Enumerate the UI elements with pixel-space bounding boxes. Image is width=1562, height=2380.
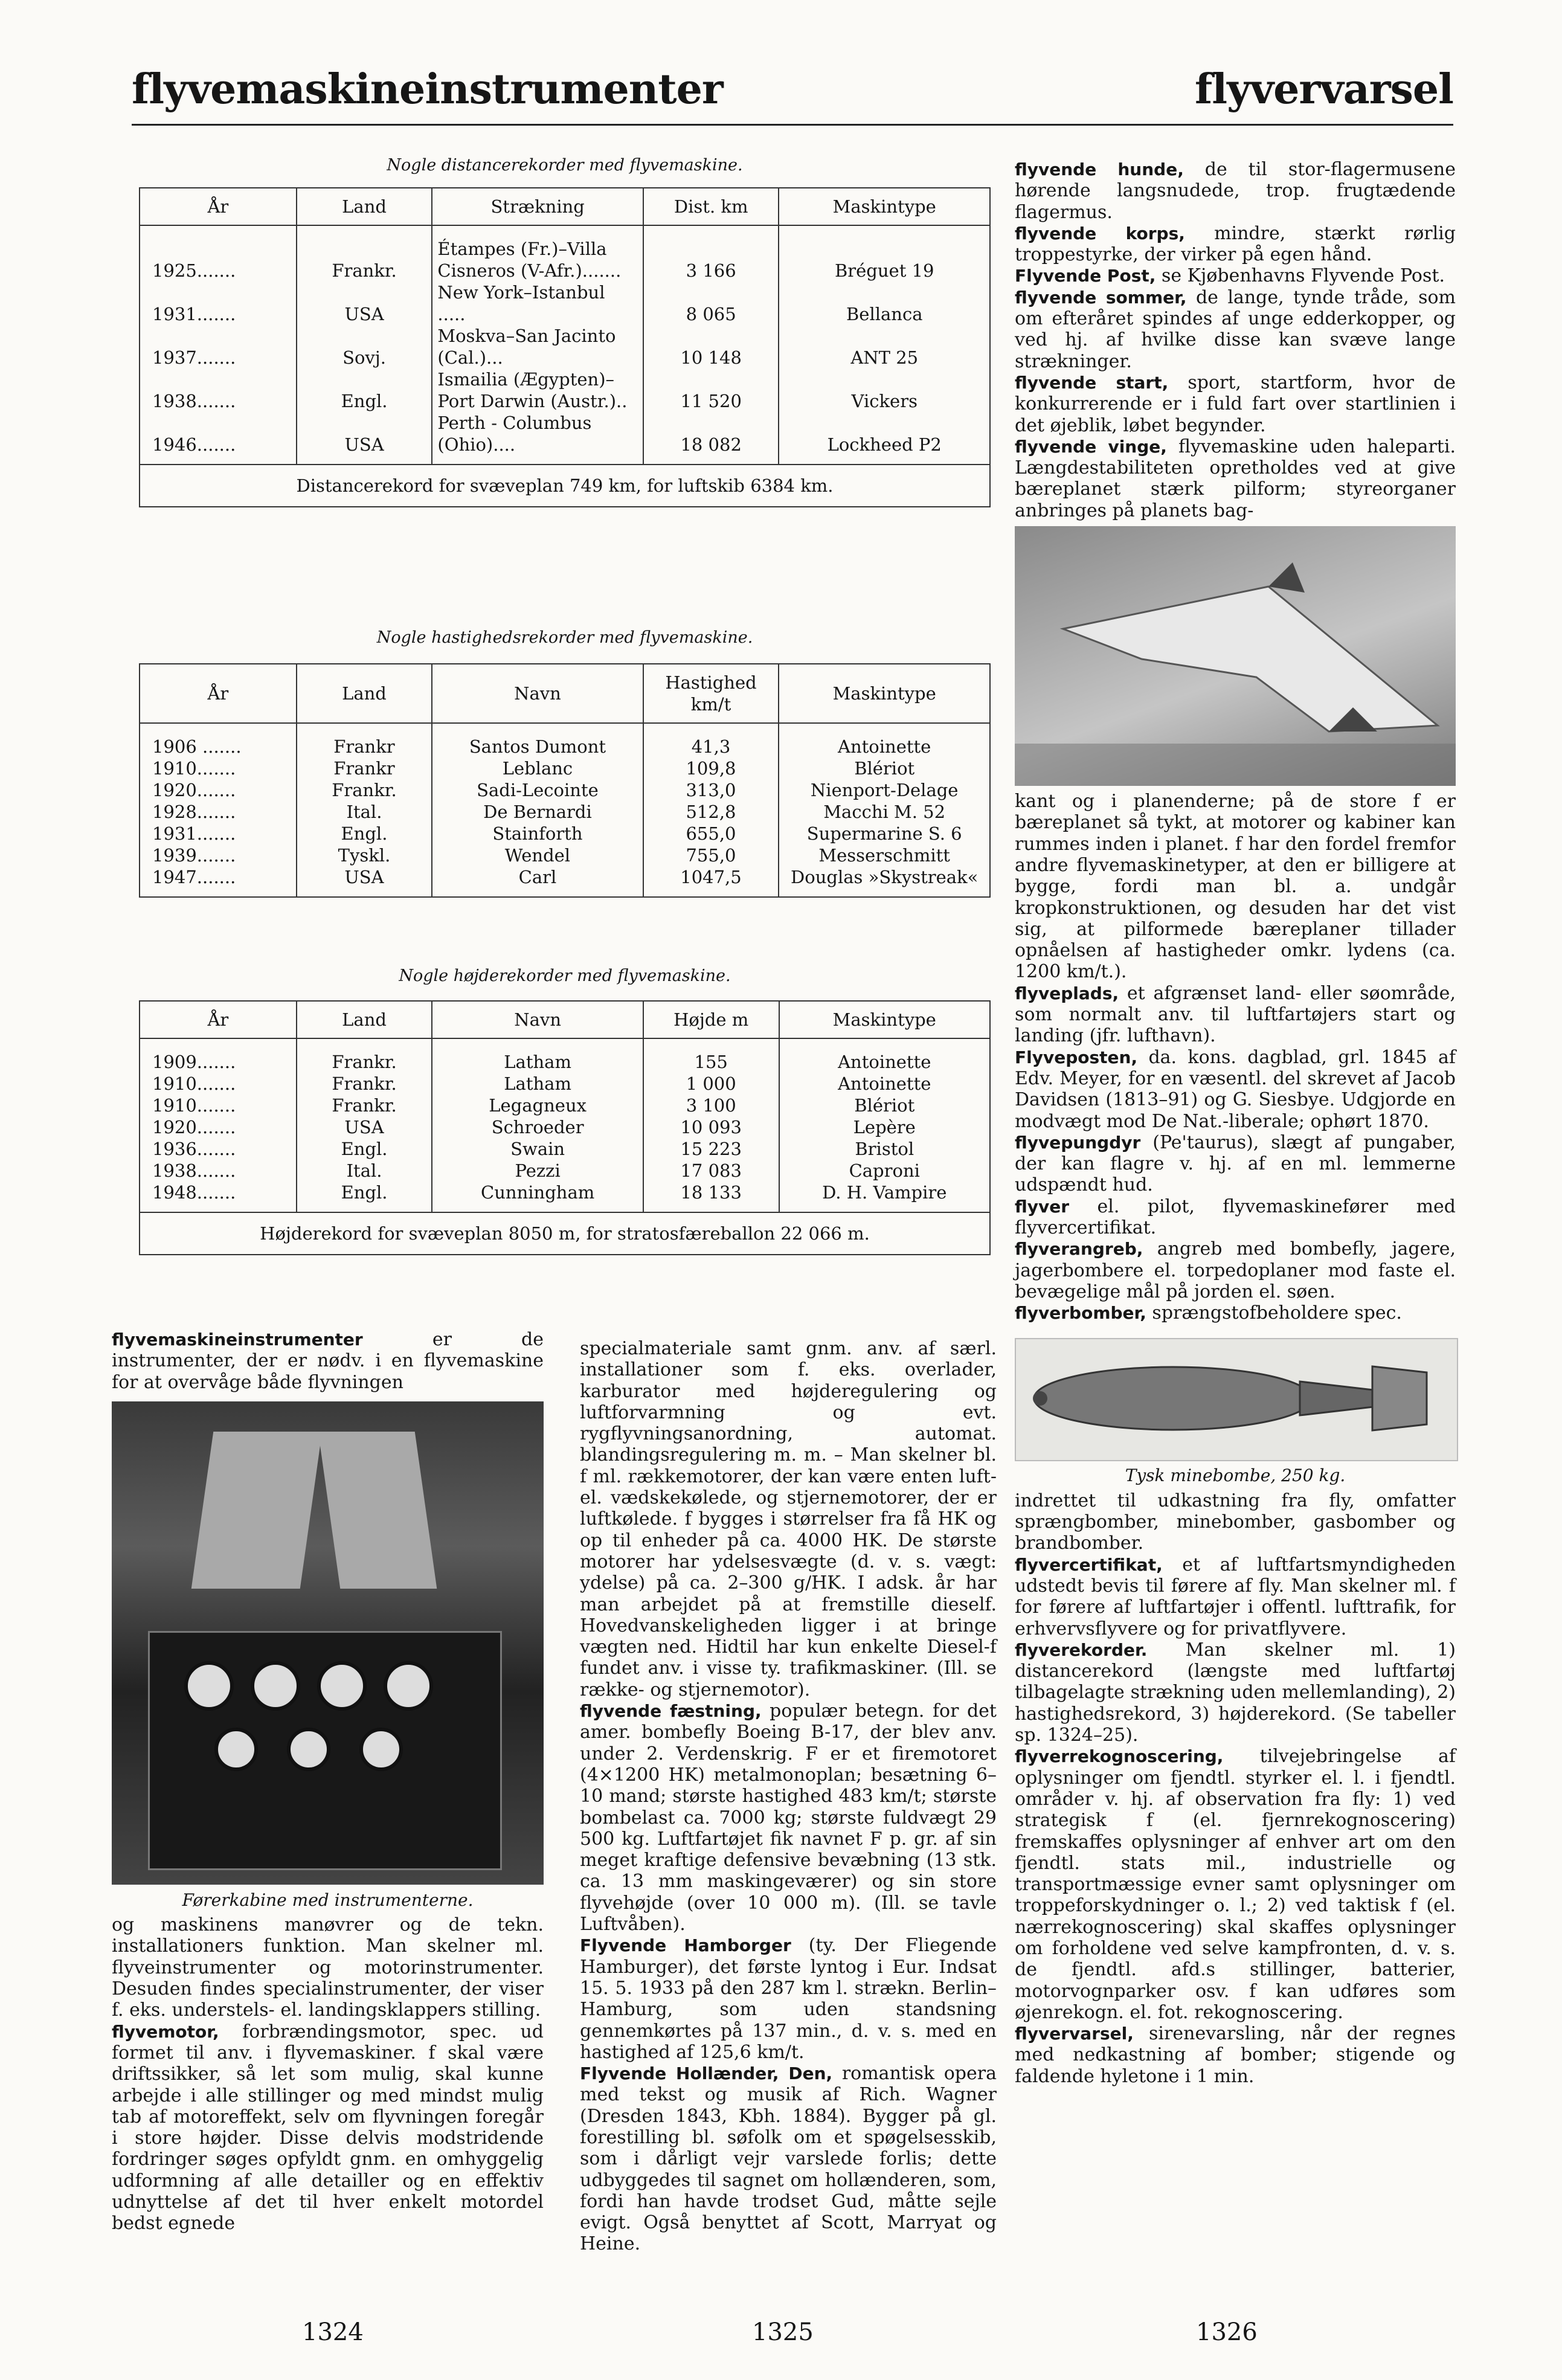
entry-flyvemaskineinstrumenter — [112, 1329, 544, 1393]
height-record-table — [139, 1000, 991, 1255]
country-cell: Frankr. — [297, 225, 432, 281]
distance-cell: 8 065 — [643, 281, 779, 325]
header-rule — [132, 124, 1453, 126]
route-cell: Perth - Columbus (Ohio).... — [432, 412, 643, 465]
aircraft-cell: Supermarine S. 6 — [779, 823, 990, 844]
entry-text: (Pe'taurus), slægt af pungaber, der kan flagre v. hj. af en ml. lemmerne udspændt hud. — [1015, 1131, 1456, 1196]
column-header: Højde m — [643, 1001, 779, 1038]
entry-flyverbomber — [1015, 1302, 1456, 1323]
pilot-cell: Carl — [432, 866, 643, 897]
entry-headword: flyverangreb, — [1015, 1239, 1143, 1259]
table-row — [140, 866, 990, 897]
pilot-cell: Wendel — [432, 844, 643, 866]
entry-headword: flyverrekognoscering, — [1015, 1746, 1224, 1767]
aircraft-cell: D. H. Vampire — [779, 1182, 991, 1212]
entry-text: forbrændingsmotor, spec. ud formet til anv. i flyvemaskiner. f skal være driftssikker, så let som mulig, skal kunne arbejde i alle stillinger og med mindst mulig tab af motoreffekt, selv om flyvningen foregår i store højder. Disse delvis modstridende fordringer søges opfyldt gnm. en omhyggelig udformning af alle detailler og en effektiv udnyttelse af det til hver enkelt motordel bedst egnede — [112, 2021, 544, 2234]
year-cell: 1938....... — [152, 391, 236, 411]
table-row — [140, 325, 990, 368]
speed-record-table — [139, 663, 991, 898]
column-header: Strækning — [432, 188, 643, 225]
height-cell: 155 — [643, 1038, 779, 1073]
bomb-icon — [1016, 1339, 1454, 1458]
table-row — [140, 368, 990, 412]
country-cell: USA — [297, 412, 432, 465]
gauge-dial — [184, 1661, 234, 1711]
aircraft-cell: Antoinette — [779, 723, 990, 757]
flying-wing-photo — [1015, 526, 1456, 786]
gauge-dial — [287, 1728, 330, 1771]
cockpit-window — [191, 1432, 323, 1589]
year-cell: 1931....... — [152, 823, 236, 844]
year-cell: 1910....... — [152, 1073, 236, 1094]
entry-text: romantisk opera med tekst og musik af Rich. Wagner (Dresden 1843, Kbh. 1884). Bygger på gl. forestilling bl. søfolk om et spøgelsesskib, som i dårligt vejr varslede forlis; dette udbyggedes til sagnet om hollænderen, som, fordi han havde trodset Gud, måtte sejle evigt. Også benyttet af Scott, Marryat og Heine. — [580, 2063, 997, 2255]
table-row — [140, 757, 990, 779]
country-cell: Frankr. — [297, 1038, 432, 1073]
year-cell: 1948....... — [152, 1182, 236, 1203]
table-row — [140, 1160, 990, 1182]
distance-cell: 3 166 — [643, 225, 779, 281]
column-header: Land — [297, 188, 432, 225]
entry-continuation: kant og i planenderne; på de store f er bæreplanet så tykt, at motorer og kabiner kan rummes inden i planet. f har den fordel fremfor andre flyvemaskinetyper, at den er billigere at bygge, fordi man bl. a. undgår kropkonstruktionen, og desuden har det vist sig, at pilformede bæreplaner tillader opnåelsen af hastigheder omkr. lydens (ca. 1200 km/t.). — [1015, 791, 1456, 983]
aircraft-cell: Caproni — [779, 1160, 991, 1182]
country-cell: Frankr — [297, 757, 432, 779]
year-cell: 1910....... — [152, 1095, 236, 1116]
pilot-cell: Stainforth — [432, 823, 643, 844]
entry-flyvende-start — [1015, 372, 1456, 436]
aircraft-cell: Antoinette — [779, 1073, 991, 1095]
column-header: Land — [297, 664, 432, 723]
header-left-keyword: flyvemaskineinstrumenter — [132, 65, 723, 114]
entry-text: sport, startform, hvor de konkurrerende er i fuld fart over startlinien i det øjeblik, løbet begynder. — [1015, 371, 1456, 436]
year-cell: 1939....... — [152, 845, 236, 866]
pilot-cell: Swain — [432, 1138, 643, 1160]
entry-text: angreb med bombefly, jagere, jagerbombere el. torpedoplaner mod faste el. bevægelige mål på jorden el. søen. — [1015, 1238, 1456, 1302]
entry-flyvende-faestning — [580, 1700, 997, 1935]
entry-headword: flyvepungdyr — [1015, 1132, 1141, 1153]
table-row — [140, 823, 990, 844]
entry-headword: flyvende hunde, — [1015, 159, 1184, 179]
aircraft-cell: Lepère — [779, 1116, 991, 1138]
year-cell: 1910....... — [152, 758, 236, 779]
table-row — [140, 1182, 990, 1212]
table-row — [140, 412, 990, 465]
entry-text: sirenevarsling, når der regnes med nedkastning af bomber; stigende og faldende hyletone i 1 min. — [1015, 2023, 1456, 2087]
entry-flyvende-hunde — [1015, 159, 1456, 223]
table-row — [140, 281, 990, 325]
pilot-cell: Latham — [432, 1073, 643, 1095]
entry-text: sprængstofbeholdere spec. — [1152, 1302, 1402, 1324]
column-header: Navn — [432, 1001, 643, 1038]
entry-headword: Flyveposten, — [1015, 1047, 1138, 1067]
table-row — [140, 1073, 990, 1095]
aircraft-cell: Bellanca — [779, 281, 990, 325]
pilot-cell: Latham — [432, 1038, 643, 1073]
country-cell: Engl. — [297, 1138, 432, 1160]
table-row — [140, 1138, 990, 1160]
aircraft-cell: ANT 25 — [779, 325, 990, 368]
aircraft-cell: Macchi M. 52 — [779, 801, 990, 823]
entry-flyveplads — [1015, 983, 1456, 1047]
entry-headword: flyvende fæstning, — [580, 1701, 762, 1722]
country-cell: USA — [297, 866, 432, 897]
speed-cell: 655,0 — [643, 823, 779, 844]
entry-headword: flyverbomber, — [1015, 1303, 1146, 1323]
country-cell: Frankr. — [297, 779, 432, 801]
page-number: 1325 — [752, 2318, 814, 2346]
entry-text: et afgrænset land- eller søområde, som normalt anv. til luftfartøjers start og landing (jfr. lufthavn). — [1015, 982, 1456, 1047]
country-cell: Engl. — [297, 1182, 432, 1212]
entry-flyverekorder — [1015, 1639, 1456, 1746]
distance-table-caption: Nogle distancerekorder med flyvemaskine. — [387, 156, 743, 175]
country-cell: Frankr. — [297, 1095, 432, 1116]
entry-headword: flyvende sommer, — [1015, 287, 1187, 307]
entry-flyvende-hamborger — [580, 1935, 997, 2063]
cockpit-photo — [112, 1401, 544, 1885]
entry-text: se Kjøbenhavns Flyvende Post. — [1161, 265, 1445, 287]
route-cell: Moskva–San Jacinto (Cal.)... — [432, 325, 643, 368]
distance-cell: 18 082 — [643, 412, 779, 465]
entry-text: Man skelner ml. 1) distancerekord (længste med luftfartøj tilbagelagte strækning uden mellemlanding), 2) hastighedsrekord, 3) højderekord. (Se tabeller sp. 1324–25). — [1015, 1639, 1456, 1746]
country-cell: Engl. — [297, 823, 432, 844]
entry-headword: flyvende vinge, — [1015, 436, 1167, 457]
country-cell: Ital. — [297, 1160, 432, 1182]
height-cell: 3 100 — [643, 1095, 779, 1116]
year-cell: 1925....... — [152, 260, 236, 281]
entry-flyvepungdyr — [1015, 1132, 1456, 1196]
entry-headword: flyvercertifikat, — [1015, 1554, 1163, 1575]
entry-flyvende-korps — [1015, 223, 1456, 266]
height-cell: 1 000 — [643, 1073, 779, 1095]
country-cell: USA — [297, 281, 432, 325]
gauge-dial — [317, 1661, 367, 1711]
entry-text: el. pilot, flyvemaskinefører med flyvercertifikat. — [1015, 1195, 1456, 1238]
entry-text: (ty. Der Fliegende Hamburger), det første lyntog i Eur. Indsat 15. 5. 1933 på den 287 km l. strækn. Berlin–Hamburg, som uden standsning gennemkørtes på 137 min., d. v. s. med en hastighed af 125,6 km/t. — [580, 1935, 997, 2063]
year-cell: 1906 ....... — [152, 736, 242, 757]
speed-cell: 512,8 — [643, 801, 779, 823]
pilot-cell: De Bernardi — [432, 801, 643, 823]
entry-headword: flyvervarsel, — [1015, 2024, 1134, 2044]
aircraft-cell: Douglas »Skystreak« — [779, 866, 990, 897]
entry-headword: flyvemaskineinstrumenter — [112, 1330, 363, 1349]
entry-text: mindre, stærkt rørlig troppestyrke, der virker på egen hånd. — [1015, 222, 1456, 266]
column-header: År — [140, 664, 297, 723]
aircraft-cell: Nienport-Delage — [779, 779, 990, 801]
entry-continuation: og maskinens manøvrer og de tekn. installationers funktion. Man skelner ml. flyveinstrumenter og motorinstrumenter. Desuden findes specialinstrumenter, der viser f. eks. understels- el. landingsklappers stilling. — [112, 1914, 544, 2021]
entry-continuation: specialmateriale samt gnm. anv. af særl. installationer som f. eks. overlader, karburator med højderegulering og luftforvarmning og evt. rygflyvningsanordning, automat. blandingsregulering m. m. – Man skelner bl. f ml. rækkemotorer, der kan være enten luft- el. vædskekølede, og stjernemotorer, der er luftkølede. f bygges i størrelser fra få HK og op til enheder på ca. 4000 HK. De største motorer har ydelsesvægte (d. v. s. vægt: ydelse) på ca. 2–300 g/HK. I adsk. år har man arbejdet på at fremstille dieself. Hovedvanskeligheden ligger i at bringe vægten ned. Hidtil har kun enkelte Diesel-f fundet anv. i visse ty. trafikmaskiner. (Ill. se række- og stjernemotor). — [580, 1338, 997, 1700]
header-right-keyword: flyvervarsel — [1195, 65, 1453, 114]
column-header: Maskintype — [779, 1001, 991, 1038]
entry-flyvemotor — [112, 2021, 544, 2234]
aircraft-cell: Antoinette — [779, 1038, 991, 1073]
year-cell: 1938....... — [152, 1160, 236, 1181]
height-cell: 10 093 — [643, 1116, 779, 1138]
column-header: Maskintype — [779, 664, 990, 723]
aircraft-cell: Bristol — [779, 1138, 991, 1160]
distance-cell: 11 520 — [643, 368, 779, 412]
entry-flyvende-hollaender — [580, 2063, 997, 2255]
entry-headword: flyvende korps, — [1015, 223, 1185, 243]
speed-cell: 41,3 — [643, 723, 779, 757]
aircraft-cell: Lockheed P2 — [779, 412, 990, 465]
route-cell: New York–Istanbul ..... — [432, 281, 643, 325]
aircraft-cell: Vickers — [779, 368, 990, 412]
year-cell: 1920....... — [152, 1117, 236, 1137]
country-cell: Tyskl. — [297, 844, 432, 866]
column-header: År — [140, 1001, 297, 1038]
year-cell: 1936....... — [152, 1139, 236, 1159]
entry-flyvende-post — [1015, 265, 1456, 286]
entry-headword: flyvende start, — [1015, 372, 1169, 393]
gauge-dial — [384, 1661, 433, 1711]
table-row — [140, 225, 990, 281]
entry-headword: flyverekorder. — [1015, 1639, 1148, 1660]
country-cell: Sovj. — [297, 325, 432, 368]
country-cell: Frankr. — [297, 1073, 432, 1095]
speed-cell: 1047,5 — [643, 866, 779, 897]
column-left — [112, 1329, 544, 2234]
column-right — [1015, 159, 1456, 2087]
column-middle — [580, 1338, 997, 2255]
column-header: Land — [297, 1001, 432, 1038]
column-header: År — [140, 188, 297, 225]
aircraft-cell: Blériot — [779, 1095, 991, 1116]
speed-cell: 313,0 — [643, 779, 779, 801]
gauge-dial — [214, 1728, 258, 1771]
speed-table-caption: Nogle hastighedsrekorder med flyvemaskine. — [376, 628, 753, 647]
page-number: 1324 — [302, 2318, 364, 2346]
height-cell: 17 083 — [643, 1160, 779, 1182]
entry-text: et af luftfartsmyndigheden udstedt bevis til førere af fly. Man skelner ml. f for førere af luftfartøjer i offentl. lufttrafik, for erhvervsflyvere og for privatflyvere. — [1015, 1554, 1456, 1639]
column-header: Dist. km — [643, 188, 779, 225]
height-table-caption: Nogle højderekorder med flyvemaskine. — [399, 966, 731, 985]
column-header: Hastighed km/t — [643, 664, 779, 723]
speed-cell: 109,8 — [643, 757, 779, 779]
height-cell: 15 223 — [643, 1138, 779, 1160]
country-cell: Ital. — [297, 801, 432, 823]
entry-text: da. kons. dagblad, grl. 1845 af Edv. Meyer, for en væsentl. del skrevet af Jacob Davidsen (1813–91) og G. Siesbye. Udgjorde en modvægt mod De Nat.-liberale; ophørt 1870. — [1015, 1046, 1456, 1132]
year-cell: 1946....... — [152, 434, 236, 455]
entry-text: er de instrumenter, der er nødv. i en flyvemaskine for at overvåge både flyvningen — [112, 1329, 544, 1393]
entry-headword: Flyvende Hamborger — [580, 1935, 791, 1956]
route-cell: Étampes (Fr.)–Villa Cisneros (V-Afr.)....... — [432, 225, 643, 281]
pilot-cell: Schroeder — [432, 1116, 643, 1138]
country-cell: Frankr — [297, 723, 432, 757]
route-cell: Ismailia (Ægypten)–Port Darwin (Austr.).. — [432, 368, 643, 412]
distance-record-table — [139, 187, 991, 507]
entry-flyveposten — [1015, 1047, 1456, 1132]
entry-flyvende-vinge — [1015, 436, 1456, 521]
year-cell: 1937....... — [152, 347, 236, 368]
entry-continuation: indrettet til udkastning fra fly, omfatter sprængbomber, minebomber, gasbomber og brandbomber. — [1015, 1490, 1456, 1554]
pilot-cell: Pezzi — [432, 1160, 643, 1182]
table-row — [140, 1116, 990, 1138]
country-cell: USA — [297, 1116, 432, 1138]
entry-text: tilvejebringelse af oplysninger om fjendtl. styrker el. l. i fjendtl. områder v. hj. af observation fra fly: 1) ved strategisk f (el. fjernrekognoscering) fremskaffes oplysninger af enhver art om den fjendtl. stats mil., industrielle og transportmæssige evner samt oplysninger om troppeforskydninger o. l.; 2) ved taktisk f (el. nærrekognoscering) skal skaffes oplysninger om forholdene ved selve kampfronten, d. v. s. de fjendtl. afd.s stillinger, batterier, motorvognparker osv. f kan udføres som øjenrekogn. el. fot. rekognoscering. — [1015, 1746, 1456, 2023]
table-row — [140, 1038, 990, 1073]
year-cell: 1920....... — [152, 780, 236, 800]
entry-flyvervarsel — [1015, 2023, 1456, 2087]
year-cell: 1947....... — [152, 867, 236, 887]
pilot-cell: Santos Dumont — [432, 723, 643, 757]
year-cell: 1931....... — [152, 304, 236, 324]
table-row — [140, 1095, 990, 1116]
height-table-footer: Højderekord for svæveplan 8050 m, for stratosfæreballon 22 066 m. — [140, 1212, 990, 1255]
pilot-cell: Leblanc — [432, 757, 643, 779]
distance-table-footer: Distancerekord for svæveplan 749 km, for luftskib 6384 km. — [140, 465, 990, 507]
aircraft-cell: Bréguet 19 — [779, 225, 990, 281]
flying-wing-icon — [1015, 526, 1456, 786]
bomb-photo-caption: Tysk minebombe, 250 kg. — [1125, 1465, 1346, 1486]
gauge-dial — [251, 1661, 300, 1711]
country-cell: Engl. — [297, 368, 432, 412]
column-header: Maskintype — [779, 188, 990, 225]
pilot-cell: Sadi-Lecointe — [432, 779, 643, 801]
entry-text: populær betegn. for det amer. bombefly Boeing B-17, der blev anv. under 2. Verdenskrig. F er et firemotoret (4×1200 HK) metalmonoplan; besætning 6–10 mand; største hastighed 483 km/t; største bombelast ca. 7000 kg; største fuldvægt 29 500 kg. Luftfartøjet fik navnet F p. gr. af sin meget kraftige defensive bevæbning (13 stk. ca. 13 mm maskingeværer) og sin store flyvehøjde (over 10 000 m). (Ill. se tavle Luftvåben). — [580, 1700, 997, 1935]
aircraft-cell: Messerschmitt — [779, 844, 990, 866]
height-cell: 18 133 — [643, 1182, 779, 1212]
entry-flyvende-sommer — [1015, 287, 1456, 372]
entry-text: de lange, tynde tråde, som om efteråret spindes af unge edderkopper, og ved hj. af hvilke disse kan svæve lange strækninger. — [1015, 286, 1456, 372]
entry-headword: flyvemotor, — [112, 2021, 219, 2042]
entry-text: flyvemaskine uden haleparti. Længdestabiliteten opretholdes ved at give bæreplanet stærk pilform; styreorganer anbringes på planets bag- — [1015, 436, 1456, 521]
speed-cell: 755,0 — [643, 844, 779, 866]
entry-headword: Flyvende Hollænder, Den, — [580, 2063, 833, 2084]
cockpit-photo-caption: Førerkabine med instrumenterne. — [182, 1890, 474, 1910]
page-number: 1326 — [1196, 2318, 1258, 2346]
entry-headword: flyver — [1015, 1196, 1070, 1217]
pilot-cell: Cunningham — [432, 1182, 643, 1212]
column-header: Navn — [432, 664, 643, 723]
pilot-cell: Legagneux — [432, 1095, 643, 1116]
entry-flyvercertifikat — [1015, 1554, 1456, 1639]
table-row — [140, 844, 990, 866]
gauge-dial — [359, 1728, 403, 1771]
entry-headword: Flyvende Post, — [1015, 266, 1156, 286]
year-cell: 1928....... — [152, 802, 236, 822]
entry-headword: flyveplads, — [1015, 983, 1119, 1003]
entry-flyverrekognoscering — [1015, 1746, 1456, 2023]
table-row — [140, 723, 990, 757]
table-row — [140, 779, 990, 801]
aircraft-cell: Blériot — [779, 757, 990, 779]
mine-bomb-photo — [1015, 1338, 1458, 1461]
table-row — [140, 801, 990, 823]
entry-flyverangreb — [1015, 1238, 1456, 1302]
entry-flyver — [1015, 1196, 1456, 1239]
entry-text: de til stor-flagermusene hørende langsnudede, trop. frugtædende flagermus. — [1015, 159, 1456, 223]
distance-cell: 10 148 — [643, 325, 779, 368]
year-cell: 1909....... — [152, 1052, 236, 1072]
cockpit-window — [318, 1432, 437, 1589]
